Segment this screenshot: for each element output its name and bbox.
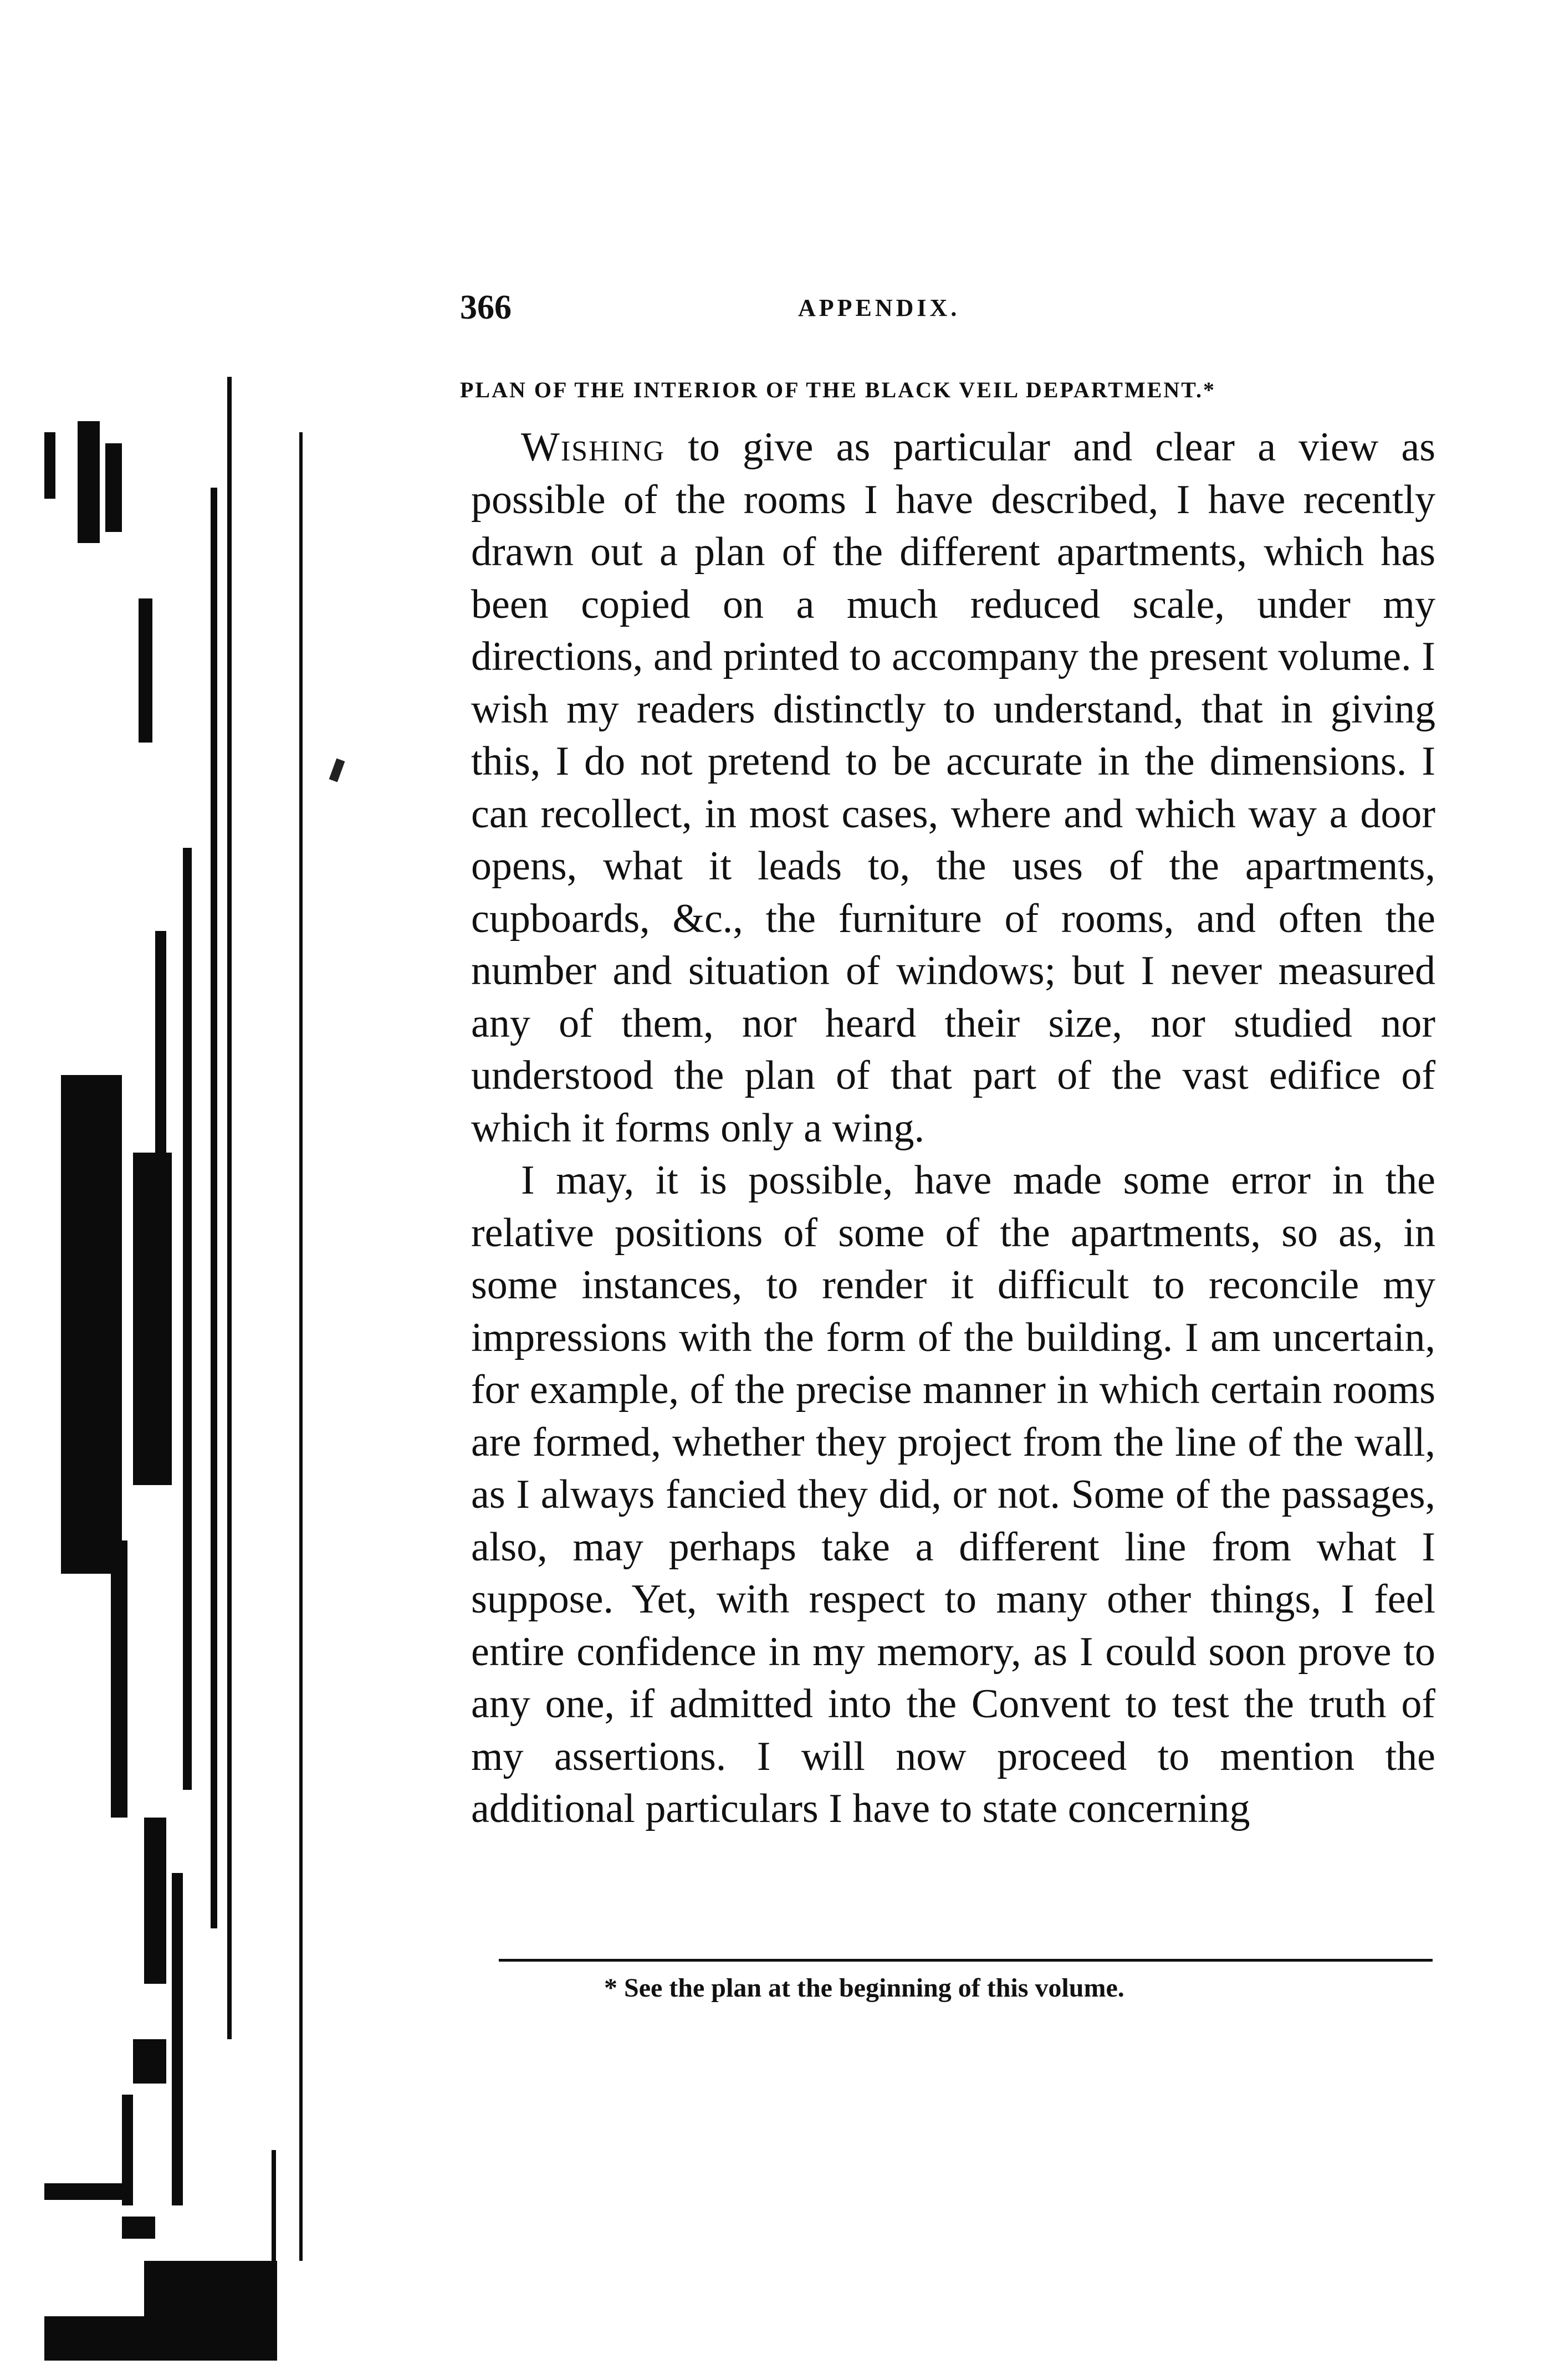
page-number: 366 bbox=[460, 289, 512, 326]
footnote-rule bbox=[499, 1959, 1433, 1962]
body-text bbox=[471, 421, 1435, 1835]
paragraph: I may, it is possible, have made some error in the relative positions of some of the apartments, so as, in some instances, to render it difficult to reconcile my impressions with the form of the building. I am uncertain, for example, of the precise manner in which certain rooms are formed, whether they project from the line of the wall, as I always fancied they did, or not. Some of the passages, also, may perhaps take a different line from what I suppose. Yet, with respect to many other things, I feel entire confidence in my memory, as I could soon prove to any one, if admitted into the Convent to test the truth of my assertions. I will now proceed to mention the additional particulars I have to state concerning bbox=[471, 1158, 1435, 1831]
page-header bbox=[460, 288, 1430, 332]
section-heading: PLAN OF THE INTERIOR OF THE BLACK VEIL DEPARTMENT.* bbox=[460, 377, 1216, 402]
footnote: * See the plan at the beginning of this volume. bbox=[604, 1973, 1124, 2003]
scanned-binding-edge bbox=[44, 211, 355, 2183]
paragraph-lead: Wishing bbox=[521, 424, 666, 470]
paragraph-text: to give as particular and clear a view as possible of the rooms I have described, I have recently drawn out a plan of the different apartments, which has been copied on a much reduced scale, under my directions, and printed to accompany the present volume. I wish my readers distinctly to understand, that in giving this, I do not pretend to be accurate in the dimensions. I can recollect, in most cases, where and which way a door opens, what it leads to, the uses of the apartments, cupboards, &c., the furniture of rooms, and often the number and situation of windows; but I never measured any of them, nor heard their size, nor studied nor understood the plan of that part of the vast edifice of which it forms only a wing. bbox=[471, 424, 1435, 1151]
running-head: APPENDIX. bbox=[798, 294, 960, 321]
paragraph bbox=[471, 421, 1435, 1154]
